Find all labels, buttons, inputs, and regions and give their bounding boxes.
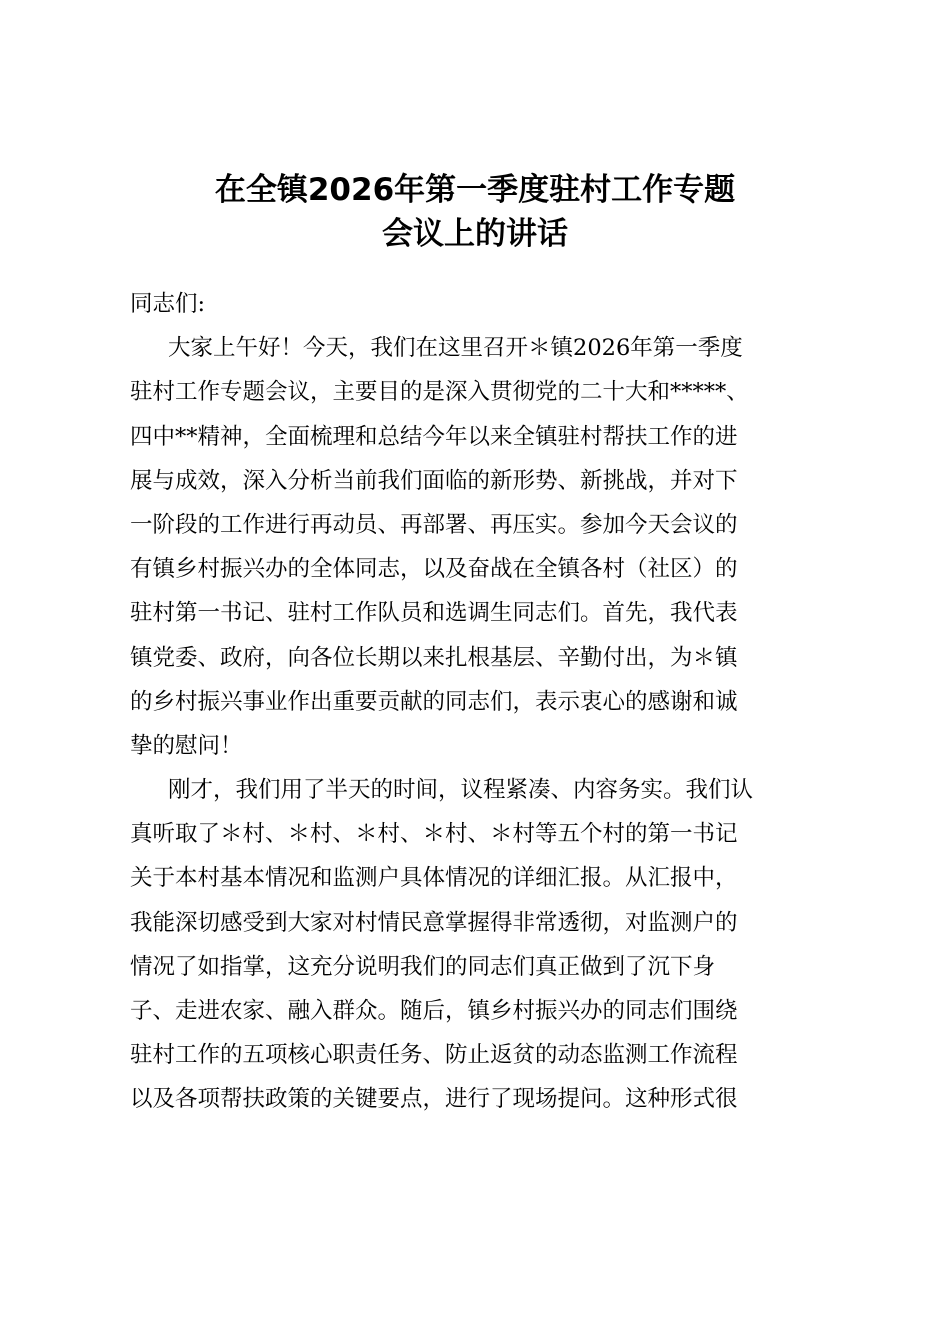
text-line: 关于本村基本情况和监测户具体情况的详细汇报。从汇报中， [130, 865, 738, 892]
text-line: 刚才，我们用了半天的时间，议程紧凑、内容务实。我们认 [168, 777, 754, 804]
text-line: 四中**精神，全面梳理和总结今年以来全镇驻村帮扶工作的进 [130, 423, 738, 450]
title-line: 会议上的讲话 [382, 216, 568, 252]
text-line: 驻村第一书记、驻村工作队员和选调生同志们。首先，我代表 [130, 600, 738, 627]
title-line: 在全镇2026年第一季度驻村工作专题 [214, 172, 736, 208]
paragraph-1 [130, 326, 820, 768]
document-title [130, 168, 820, 256]
document-body [130, 282, 820, 1122]
text-line: 驻村工作专题会议，主要目的是深入贯彻党的二十大和*****、 [130, 379, 749, 406]
text-line: 真听取了＊村、＊村、＊村、＊村、＊村等五个村的第一书记 [130, 821, 738, 848]
text-line: 情况了如指掌，这充分说明我们的同志们真正做到了沉下身 [130, 953, 716, 980]
text-line: 子、走进农家、融入群众。随后，镇乡村振兴办的同志们围绕 [130, 998, 738, 1024]
text-line: 以及各项帮扶政策的关键要点，进行了现场提问。这种形式很 [130, 1086, 738, 1113]
text-line: 展与成效，深入分析当前我们面临的新形势、新挑战，并对下 [130, 467, 738, 494]
text-line: 大家上午好！今天，我们在这里召开＊镇2026年第一季度 [168, 335, 743, 362]
text-line: 一阶段的工作进行再动员、再部署、再压实。参加今天会议的 [130, 511, 738, 538]
text-line: 驻村工作的五项核心职责任务、防止返贫的动态监测工作流程 [130, 1042, 738, 1069]
text-line: 挚的慰问！ [130, 732, 243, 759]
text-line: 的乡村振兴事业作出重要贡献的同志们，表示衷心的感谢和诚 [130, 688, 738, 715]
salutation: 同志们: [130, 291, 206, 317]
text-line: 镇党委、政府，向各位长期以来扎根基层、辛勤付出，为＊镇 [130, 644, 738, 671]
paragraph-2 [130, 768, 820, 1122]
text-line: 我能深切感受到大家对村情民意掌握得非常透彻，对监测户的 [130, 909, 738, 936]
text-line: 有镇乡村振兴办的全体同志，以及奋战在全镇各村（社区）的 [130, 556, 738, 583]
